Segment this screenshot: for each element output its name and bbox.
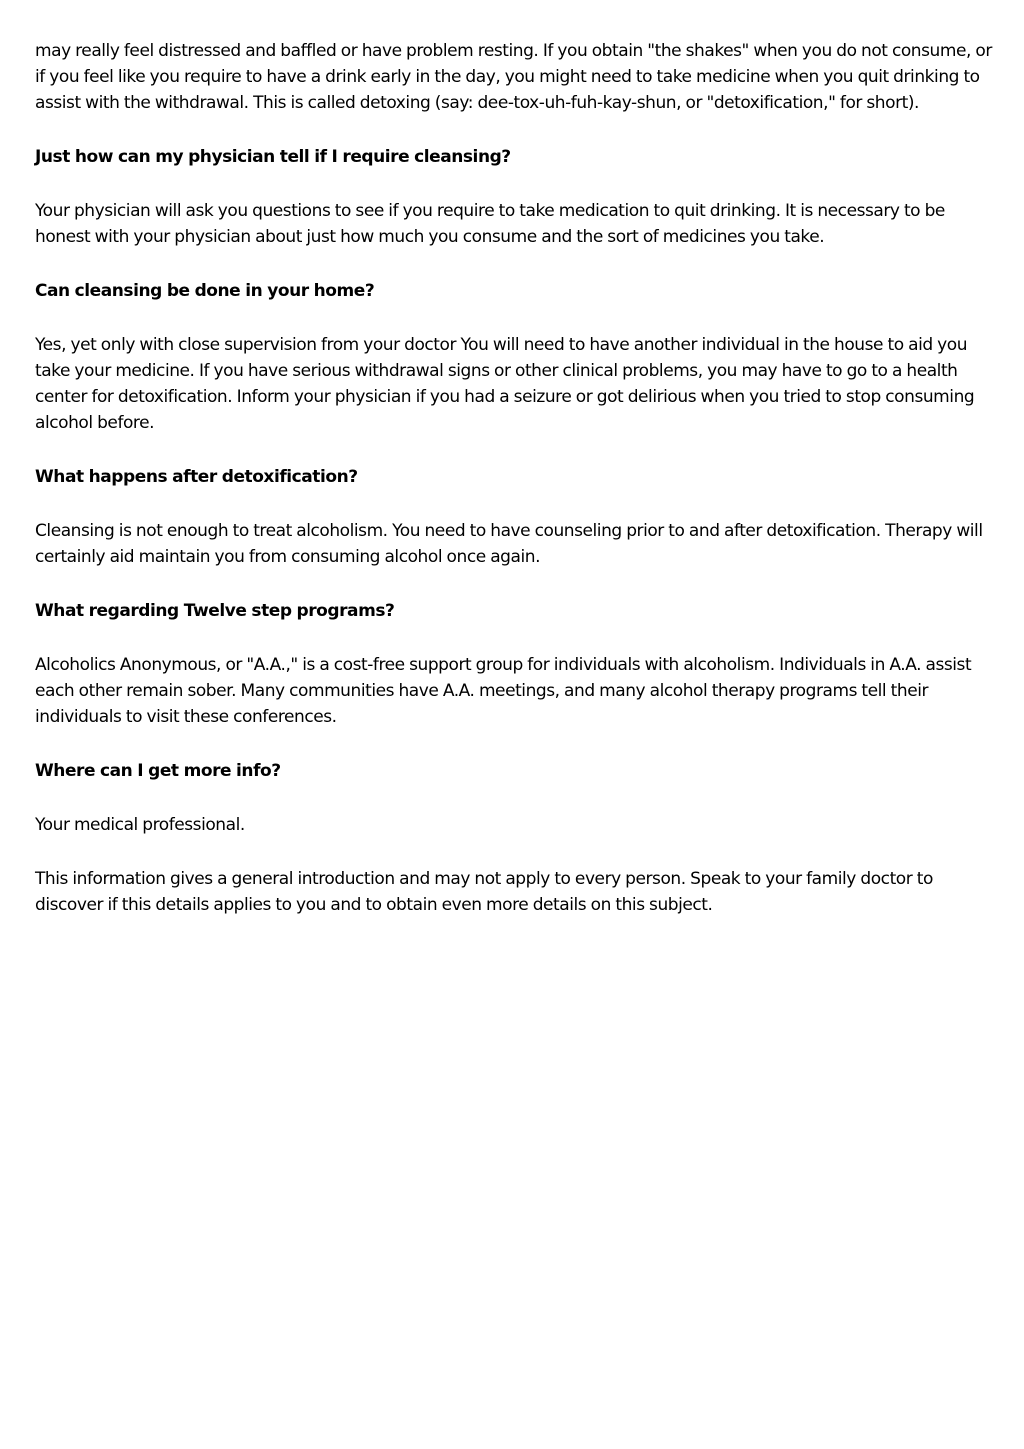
paragraph-cleansing-diagnosis: Your physician will ask you questions to see if you require to take medication to quit drinking. It is necessary to be honest with your physician about just how much you consume and the sort of medicines you take.	[35, 201, 945, 247]
section-heading-twelve-step: What regarding Twelve step programs?	[35, 601, 395, 621]
section-heading-more-info: Where can I get more info?	[35, 761, 281, 781]
section-heading-cleansing-diagnosis: Just how can my physician tell if I require cleansing?	[35, 147, 511, 167]
document-body	[35, 38, 995, 946]
section-heading-after-detox: What happens after detoxification?	[35, 467, 358, 487]
paragraph-twelve-step: Alcoholics Anonymous, or "A.A.," is a cost-free support group for individuals with alcoholism. Individuals in A.A. assist each other remain sober. Many communities have A.A. meetings, and many alcohol therapy programs tell their individuals to visit these conferences.	[35, 655, 972, 727]
paragraph-more-info: Your medical professional.	[35, 815, 245, 835]
section-heading-home-cleansing: Can cleansing be done in your home?	[35, 281, 375, 301]
paragraph-after-detox: Cleansing is not enough to treat alcoholism. You need to have counseling prior to and after detoxification. Therapy will certainly aid maintain you from consuming alcohol once again.	[35, 521, 983, 567]
paragraph-home-cleansing: Yes, yet only with close supervision from your doctor You will need to have another individual in the house to aid you take your medicine. If you have serious withdrawal signs or other clinical problems, you may have to go to a health center for detoxification. Inform your physician if you had a seizure or got delirious when you tried to stop consuming alcohol before.	[35, 335, 975, 433]
intro-paragraph: may really feel distressed and baffled or have problem resting. If you obtain "the shakes" when you do not consume, or if you feel like you require to have a drink early in the day, you might need to take medicine when you quit drinking to assist with the withdrawal. This is called detoxing (say: dee-tox-uh-fuh-kay-shun, or "detoxification," for short).	[35, 41, 992, 113]
disclaimer-paragraph: This information gives a general introduction and may not apply to every person. Speak to your family doctor to discover if this details applies to you and to obtain even more details on this subject.	[35, 869, 933, 915]
